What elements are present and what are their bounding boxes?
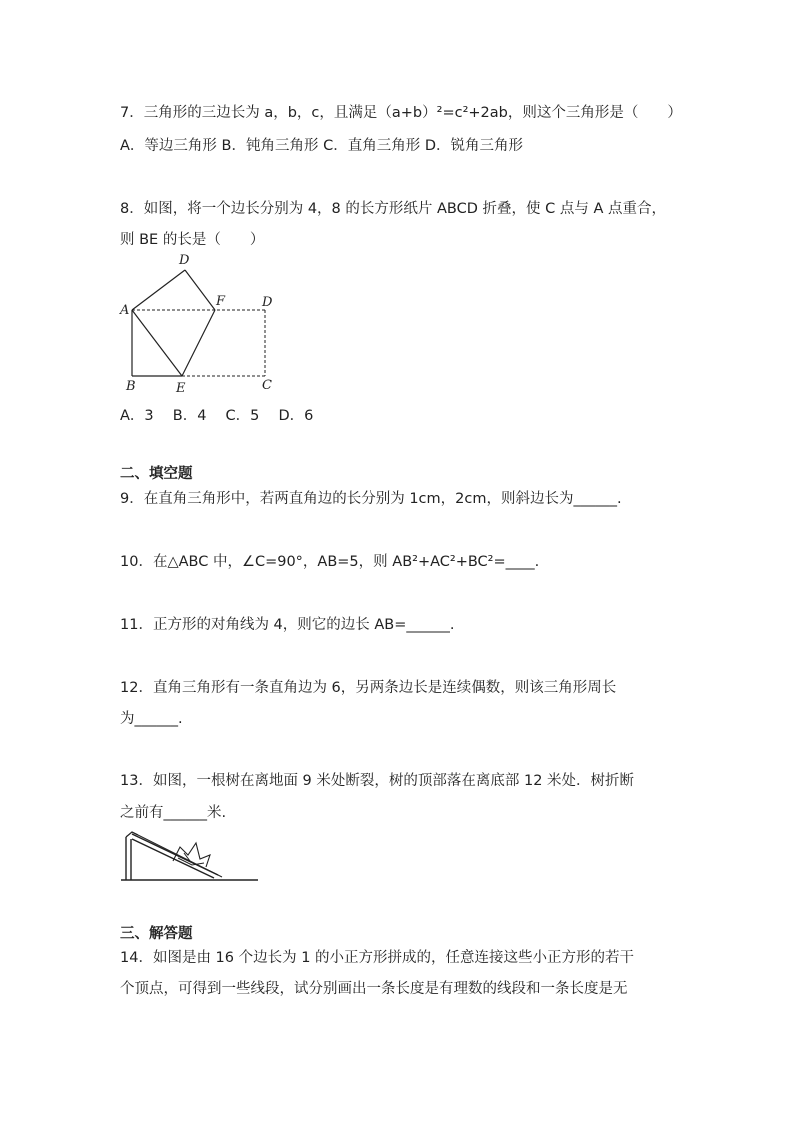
label-d-top: D	[179, 253, 190, 268]
q14-line1: 14．如图是由 16 个边长为 1 的小正方形拼成的，任意连接这些小正方形的若干	[120, 950, 635, 966]
q12-line2: 为______.	[120, 711, 183, 727]
label-c: C	[262, 378, 272, 393]
question-9: 9．在直角三角形中，若两直角边的长分别为 1cm，2cm，则斜边长为______.	[120, 491, 622, 507]
q8-stem-line2: 则 BE 的长是（ ）	[120, 232, 265, 248]
label-a: A	[120, 303, 130, 318]
q8-options: A．3 B．4 C．5 D．6	[120, 408, 314, 424]
question-10: 10．在△ABC 中，∠C=90°，AB=5，则 AB²+AC²+BC²=____.	[120, 554, 540, 570]
label-f: F	[216, 294, 226, 309]
q8-stem-line1: 8．如图，将一个边长分别为 4，8 的长方形纸片 ABCD 折叠，使 C 点与 A 点重合，	[120, 201, 666, 217]
q8-rectangle-fold-figure	[115, 250, 285, 400]
section-2-title: 二、填空题	[120, 466, 193, 482]
label-b: B	[126, 379, 136, 394]
q7-options: A．等边三角形 B．钝角三角形 C．直角三角形 D．锐角三角形	[120, 138, 523, 154]
q13-broken-tree-figure	[118, 825, 263, 887]
label-d-right: D	[262, 295, 273, 310]
section-3-title: 三、解答题	[120, 926, 193, 942]
q13-line2: 之前有______米.	[120, 805, 227, 821]
q7-stem: 7．三角形的三边长为 a，b，c，且满足（a+b）²=c²+2ab，则这个三角形是（ ）	[120, 105, 682, 121]
q13-line1: 13．如图，一根树在离地面 9 米处断裂，树的顶部落在离底部 12 米处．树折断	[120, 773, 635, 789]
label-e: E	[176, 381, 186, 396]
question-11: 11．正方形的对角线为 4，则它的边长 AB=______.	[120, 617, 455, 633]
q14-line2: 个顶点，可得到一些线段，试分别画出一条长度是有理数的线段和一条长度是无	[120, 981, 628, 997]
q12-line1: 12．直角三角形有一条直角边为 6，另两条边长是连续偶数，则该三角形周长	[120, 680, 617, 696]
